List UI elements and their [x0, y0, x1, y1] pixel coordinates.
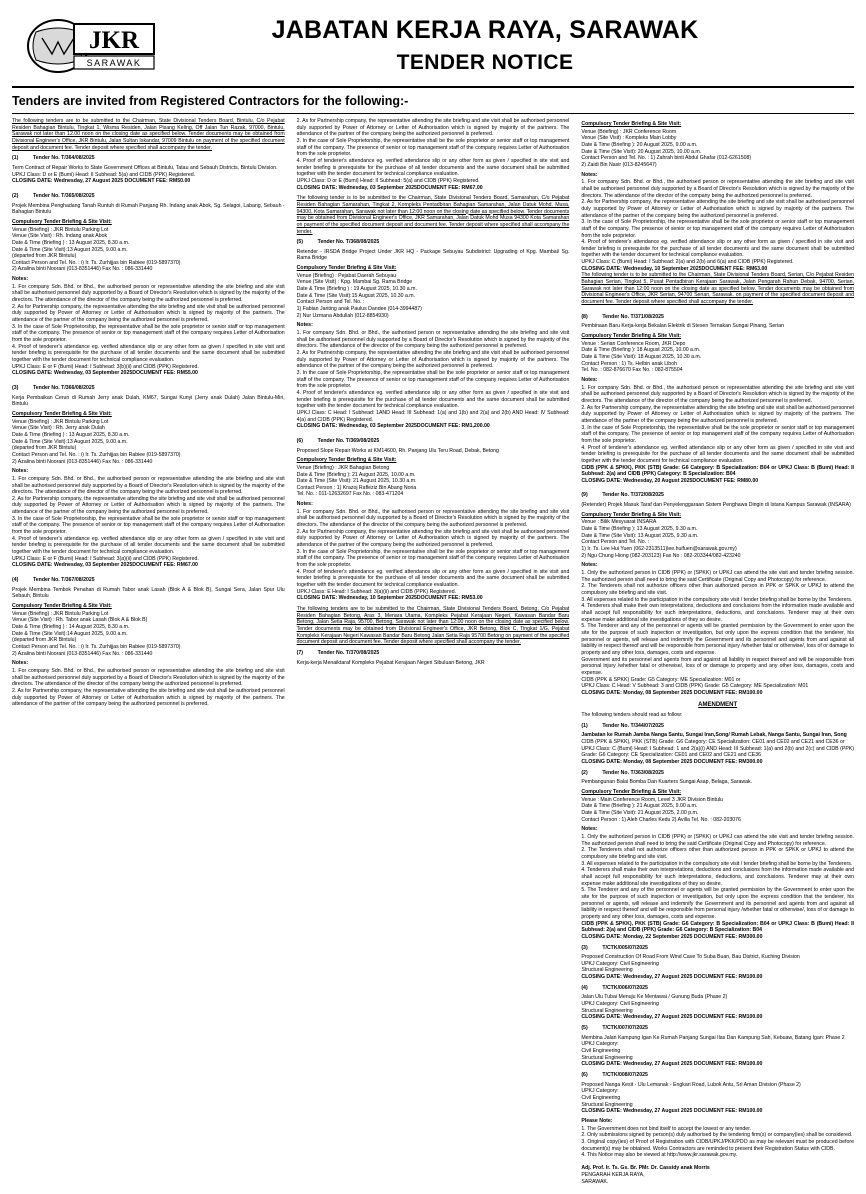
item-9-note-5: 5. The Tenderer and any of the personnel or agents will be granted permission by the Government to enter upon the site for the purpose of such inspection or investigation, but only upon the express condition that the tenderer, his personnel or agents, will release and indemnify the Government and its personnel and agents from and against all liability in respect thereof and will be responsible from personal injury /whether fatal or otherwise/, loss of or damage to property and any other loss, damages, costs and expense. [581, 623, 854, 656]
item-6-notes-label: Notes: [296, 501, 313, 508]
amend-5-line-1: UPKJ Category: [581, 1041, 619, 1048]
item-8-venue: Venue : Serian Conference Room, JKR Depo [581, 340, 686, 347]
item-4-venue-site: Venue (Site Visit) : Rh. Tabor anak Lasah (Blok A & Blok B) [12, 617, 148, 624]
amendment-heading: AMENDMENT [698, 701, 738, 708]
item-5-datetime-site: Date & Time (Site Visit):15 August 2025, 10.30 a.m. [296, 292, 416, 299]
signatory-position: PENGARAH KERJA RAYA, [581, 1171, 645, 1178]
item-7-title: Kerja-kerja Menaiktaraf Kompleks Pejabat Kerajaan Negeri Sibuluan Betong, JKR [296, 659, 485, 666]
item-9-contact-label: Contact Person and Tel. No. : [581, 539, 649, 546]
item-3-datetime-site: Date & Time (Site Visit):13 August 2025, 9.00 a.m. [12, 438, 128, 445]
col2-item4-upkj: UPKJ Class: D or E (Bumi) Head: II Subhead: 5(a) and CIDB (PPK) Registered. [296, 177, 480, 184]
col2-item4-closing: CLOSING DATE: Wednesday, 03 September 2025DOCUMENT FEE: RM67.00 [296, 184, 483, 191]
item-7-header: (7) Tender No. T/370/08/2025 [296, 649, 380, 656]
col2-poa-continued: 2. As for Partnership company, the representative attending the site briefing and site visit shall be authorised personnel duly supported by Power of Attorney or Letter of Authorisation which is signed by majority of the partners. The attendance of the partner of the company being the authorized personnel is preferred. [296, 118, 570, 138]
item-2-datetime-briefing: Date & Time (Briefing ) : 13 August 2025, 8.30 a.m. [12, 239, 130, 246]
item-6-title: Proposed Slope Repair Works at KM14600, Rh. Panjang Ulu Teru Road, Debak, Betong [296, 447, 499, 454]
amend-2-header: (2) Tender No. T/363/08/2025 [581, 769, 664, 776]
amend-1-title: Jambatan ke Rumah Jamba Nanga Santu, Sungai Iran,Song/ Rumah Lebak, Nanga Santu, Sungai Iran, Song [581, 732, 847, 739]
item-3-closing: CLOSING DATE: Wednesday, 03 September 2025DOCUMENT FEE: RM67.00 [12, 562, 198, 569]
amend-6-line-1: UPKJ Category: [581, 1088, 619, 1095]
item-3-title: Kerja Pembaikan Cerun di Rumah Jerry anak Dulah, KM67, Sungai Kunyi (Jerry anak Dulah) Jalan Bintulu-Miri, Bintulu [12, 394, 285, 408]
col3-contact-2: 2) Zaidi Bin Nasir (013-8245647) [581, 161, 657, 168]
item-9-note-1: 1. Only the authorized person in CIDB (PPK) or (SPKK) or UPKJ can attend the site visit and tender briefing session. The authorized person shall need to bring the said Certificate (Original Copy and Photocopy) for reference. [581, 570, 854, 583]
item-8-briefing-label: Compulsory Tender Briefing & Site Visit: [581, 333, 682, 340]
amend-2-datetime-site: Date & Time (Site Visit): 21 August 2025, 2.00 p.m. [581, 810, 699, 817]
item-3-departure: (departed from JKR Bintulu) [12, 445, 77, 452]
amend-5-closing: CLOSING DATE: Wednesday, 27 August 2025 DOCUMENT FEE: RM100.00 [581, 1061, 763, 1068]
svg-text:SARAWAK: SARAWAK [86, 58, 142, 68]
item-2-contact-2: 2) Azalina binti Noorani (013-8351446) Fax No. : 086-331440 [12, 266, 153, 273]
item-8-notes-label: Notes: [581, 376, 598, 383]
item-5-header: (5) Tender No. T/368/08/2025 [296, 239, 380, 246]
item-8-closing: CLOSING DATE: Wednesday, 20 August 2025DOCUMENT FEE: RM80.00 [581, 477, 759, 484]
please-note-4: 4. This Notice may also be viewed at http://www.jkr.sarawak.gov.my. [581, 1152, 738, 1159]
amend-3-closing: CLOSING DATE: Wednesday, 27 August 2025 DOCUMENT FEE: RM100.00 [581, 974, 763, 981]
col3-item9-closing: CLOSING DATE: Monday, 08 September 2025 DOCUMENT FEE: RM100.00 [581, 689, 763, 696]
item-6-datetime-briefing: Date & Time (Briefing ): 21 August 2025, 10.00 a.m. [296, 471, 416, 478]
item-9-venue: Venue : Bilik Mesyuarat INSARA [581, 519, 657, 526]
col2-note-3: 3. In the case of Sole Proprietorship, the representative shall be the sole proprietor or senior staff or top management staff of the company. The presence of senior or top management staff of the company requires Letter of Authorisation from the sole proprietor. [296, 137, 570, 158]
item-9-title: (Retender) Projek Masuk Taraf dan Penyelenggaraan Sistem Penghawa Dingin di Istana Kampus Sarawak (INSARA) [581, 502, 851, 509]
amend-2-note-3: 3. All expenses related to the participation in the compulsory site visit / tender briefing shall be borne by the Tenderers. [581, 860, 853, 867]
organisation-title: JABATAN KERJA RAYA, SARAWAK [271, 16, 699, 45]
amendment-lead: The following tenders should read as follow: [581, 712, 683, 719]
item-6-closing: CLOSING DATE: Wednesday, 10 September 2025DOCUMENT FEE: RM53.00 [296, 595, 483, 602]
amend-3-title: Proposed Construction Of Road From Wind Cave To Suba Buan, Bau District, Kuching Division [581, 954, 800, 961]
amend-4-header: (4) T/CTK/006/07/2025 [581, 984, 648, 991]
col3-notes-label: Notes: [581, 171, 598, 178]
item-8-note-3: 3. In the case of Sole Proprietorship, the representative shall be the sole proprietor or senior staff or top management staff of the company. The presence of senior or top management staff of the company requires Letter of Authorisation from the sole proprietor. [581, 424, 854, 444]
col3-note-1: 1. For company Sdn. Bhd. or Bhd., the authorised person or representative attending the site briefing and site visit shall be authorised personnel duly supported by a Board of Director's Resolution which is signed by the majority of the directors. The attendance of the director of the company being the authorized personnel is preferred. [581, 179, 854, 199]
amend-2-closing: CLOSING DATE: Monday, 22 September 2025 DOCUMENT FEE: RM300.00 [581, 933, 763, 940]
item-2-datetime-site: Date & Time (Site Visit):13 August 2025, 9.00 a.m. [12, 246, 128, 253]
amend-2-cidb: CIDB (PPK & SPKK), PKK (STB) Grade: G6 Category: B Specialization: B04 or UPKJ Class: B (Bumi) Head: II Subhead: 2(a) and CIDB (PPK) Grade: G6 Category: B Specialization: B04 [581, 920, 854, 934]
item-4-title: Projek Membina Tembok Penahan di Rumah Tabor anak Lasah (Blok A & Blok B), Sungai Sera, Jalan Spur Ulu Sebauh, Bintulu [12, 586, 285, 600]
amend-2-briefing-label: Compulsory Tender Briefing & Site Visit: [581, 789, 682, 796]
col3-upkj: UPKJ Class: C (Bumi) Head: I Subhead: 2(a) and 2(b) and 6(a) and CIDB (PPK) Registered. [581, 259, 794, 266]
col3-cidb-line-1: CIDB (PPK & SPKK) Grade: G5 Category: ME Specialization: M01 or [581, 676, 741, 683]
item-5-note-3: 3. In the case of Sole Proprietorship, the representative shall be the sole proprietor or senior staff or top management staff of the company. The presence of senior or top management staff of the company requires Letter of Authorisation from the sole proprietor. [296, 369, 570, 390]
item-9-notes-label: Notes: [581, 562, 598, 569]
item-6-header: (6) Tender No. T/369/08/2025 [296, 437, 380, 444]
amend-6-header: (6) T/CTK/008/07/2025 [581, 1072, 648, 1079]
item-2-closing: CLOSING DATE: Wednesday, 03 September 2025DOCUMENT FEE: RM55.00 [12, 370, 198, 377]
jkr-logo-graphic [12, 16, 162, 76]
amend-2-note-2: 2. The Tenderers shall not authorize officers other than authorized person in PPK or SPKK or UPKJ to attend the compulsory site briefing and site visit. [581, 847, 854, 860]
svg-text:JKR: JKR [89, 27, 139, 54]
item-2-notes-label: Notes: [12, 276, 29, 283]
amend-6-title: Proposed Nanga Kesit - Ulu Lemanak - Engkari Road, Lubok Antu, Sri Aman Division (Phase 2) [581, 1081, 801, 1088]
item-3-note-3: 3. In the case of Sole Proprietorship, the representative shall be the sole proprietor or senior staff or top management staff of the company. The presence of senior or top management staff of the company requires Letter of Authorisation from the sole proprietor. [12, 515, 285, 536]
item-2-upkj: UPKJ Class: E or F (Bumi) Head: I Subhead: 3(b)(ii) and CIDB (PPK) Registered. [12, 363, 199, 370]
item-2-venue: Venue (Briefing) : JKR Bintulu Parking Lot [12, 226, 109, 233]
item-1-title: Term Contract of Repair Works to State Government Offices at Bintulu, Tatau and Sebauh Districts, Bintulu Division. [12, 164, 278, 171]
amend-2-contact: Contact Person : 1) Aleh Charles Kedu 2) Avilla Tel. No. : 082-203076 [581, 816, 741, 823]
item-8-datetime-site: Date & Time (Site Visit): 18 August 2025, 10.30 a.m. [581, 354, 702, 360]
item-2-note-3: 3. In the case of Sole Proprietorship, the representative shall be the sole proprietor or senior staff or top management staff of the company. The presence of senior or top management staff of the company requires Letter of Authorisation from the sole proprietor. [12, 323, 285, 344]
item-4-datetime-site: Date & Time (Site Visit):14 August 2025, 9.00 a.m. [12, 630, 128, 637]
amend-3-header: (3) T/CTK/005/07/2025 [581, 944, 648, 951]
amend-6-closing: CLOSING DATE: Wednesday, 27 August 2025 DOCUMENT FEE: RM100.00 [581, 1108, 763, 1115]
col3-note-2: 2. As for Partnership company, the representative attending the site briefing and site visit shall be authorised personnel duly supported by Power of Attorney or Letter of Authorisation which is signed by majority of the partners. The attendance of the partner of the company being the authorized personnel is preferred. [581, 199, 854, 219]
col3-contact-1: Contact Person and Tel. No. : 1) Zahrah binti Abdul Ghafar (012-6261508) [581, 155, 752, 162]
col3-datetime-site: Date & Time (Site Visit): 20 August 2025, 10.00 a.m. [581, 148, 702, 155]
item-9-briefing-label: Compulsory Tender Briefing & Site Visit: [581, 511, 682, 518]
item-5-datetime-briefing: Date & Time (Briefing ) : 19 August 2025, 10.30 a.m. [296, 286, 417, 293]
amend-2-note-4: 4. Tenderers shall make their own interpretations, deductions and conclusions from the information made available and shall accept full responsibility for such interpretations, deductions, and conclusions. Tenderer may at their own expense make additional site investigations of they so desire. [581, 867, 854, 887]
item-9-note-2: 2. The Tenderers shall not authorize officers other than authorized person in PPK or SPKK or UPKJ to attend the compulsory site briefing and site visit. [581, 583, 854, 596]
amend-1-line-1: CIDB (PPK & SPKK), PKK (STB) Grade: G6 Category: CE Specialization: CE01 and CE02 and CE21 and CE36 or [581, 739, 845, 746]
item-1-header: (1) Tender No. T/364/08/2025 [12, 155, 95, 162]
col3-venue-site: Venue (Site Visit) : Kompleks Main Lobby [581, 135, 677, 142]
item-8-header: (8) Tender No. T/371/08/2025 [581, 313, 664, 320]
item-2-contact-1: Contact Person and Tel. No. : i) Ir. Ts. Zurhijjas bin Rabiee (019-5897370) [12, 259, 181, 266]
item-2-note-4: 4. Proof of tenderer's attendance eg. verified attendance slip or any other form as given / specified in site visit and tender briefing is prerequisite for the purchase of all tender documents and the same document shall be submitted together with the tender document for technical compliance evaluation. [12, 343, 285, 363]
item-9-contact-1: 1) Ir. Ts. Lee Hui Yuen (062-2313511)lee.huifuen@sarawak.gov.my) [581, 546, 737, 553]
item-8-contact-1: Contact Person : 1) Ts. Helbin anak Liboh [581, 360, 677, 367]
amend-2-note-5: 5. The Tenderer and any of the personnel or agents will be granted permission by the Government to enter upon the site for the purpose of such inspection or investigation, but only upon the express condition that the tenderer, his personnel or agents, will release and indemnify the Government and its personnel and agents from and against all liability in respect thereof and will be responsible from personal injury /whether fatal or otherwise/, loss of or damage to property and any other loss, damages, costs and expense. [581, 887, 854, 920]
amend-3-line-2: Structural Engineering [581, 967, 633, 974]
item-4-departure: (departed from JKR Bintulu) [12, 637, 77, 644]
item-9-note-3: 3. All expenses related to the participation in the compulsory site visit / tender briefing shall be borne by the Tenderers. [581, 596, 853, 603]
amend-2-datetime-briefing: Date & Time (Briefing ): 21 August 2025, 9.00 a.m. [581, 803, 698, 810]
item-5-note-2: 2. As for Partnership company, the representative attending the site briefing and site visit shall be authorised personnel duly supported by Power of Attorney or Letter of Authorisation which is signed by majority of the partners. The attendance of the partner of the company being the authorized personnel is preferred. [296, 350, 570, 370]
please-note-1: 1. The Government does not bind itself to accept the lowest or any tender. [581, 1125, 752, 1132]
amend-4-line-1: UPKJ Category: Civil Engineering [581, 1001, 659, 1008]
amend-1-closing: CLOSING DATE: Monday, 08 September 2025 DOCUMENT FEE: RM300.00 [581, 759, 763, 766]
item-5-title: Retender - IRSDA Bridge Project Under JKR HQ - Package Sebuyau Subdistrict: Upgrading of Kpg. Mambai/ Sg. Rama Bridge [296, 248, 570, 262]
item-9-contact-2: 2) Ngu Chung Hiong (082-203123) Fax No : 082-203344/082-423240 [581, 552, 741, 559]
amend-4-closing: CLOSING DATE: Wednesday, 27 August 2025 DOCUMENT FEE: RM100.00 [581, 1014, 763, 1021]
item-6-note-4: 4. Proof of tenderer's attendance eg. verified attendance slip or any other form as given / specified in site visit and tender briefing is prerequisite for the purchase of all tender documents and the same document shall be submitted together with the tender document for technical compliance evaluation. [296, 568, 570, 588]
bintulu-submission-paragraph: The following tenders are to be submitted to the Chairman, State Divisional Tenders Board, Bintulu, C/o Pejabat Residen Bahagian Bintulu, Tingkat 1, Wisma Residen, Jalan Pisang Keling, Off Jalan Tun Razak, 97000, Bintulu, Sarawak not later than 12.00 noon on the closing date as specified below. Tender documents may be obtained from Divisional Engineer's Office, JKR Bintulu, Jalan Sultan Iskandar, 97009 Bintulu on payment of the specified document deposit and document fee. Tender deposit where specified shall accompany the tender. [12, 118, 285, 151]
item-3-briefing-label: Compulsory Tender Briefing & Site Visit: [12, 410, 112, 417]
item-3-venue-site: Venue (Site Visit) : Rh. Jerry anak Dulah [12, 425, 105, 432]
jkr-logo [12, 16, 162, 76]
item-8-title: Pembinaan Baru Kerja-kerja Bekalan Elektrik di Stesen Ternakan Sungai Pinang, Serian [581, 323, 784, 330]
item-8-note-2: 2. As for Partnership company, the representative attending the site briefing and site visit shall be authorised personnel duly supported by Power of Attorney or Letter of Authorisation which is signed by majority of the partners. The attendance of the partner of the company being the authorized personnel is preferred. [581, 404, 854, 424]
item-2-header: (2) Tender No. T/365/08/2025 [12, 192, 95, 199]
item-4-note-2-partial: 2. As for Partnership company, the representative attending the site briefing and site visit shall be authorised personnel duly supported by Power of Attorney or Letter of Authorisation which is signed by majority of the partners. The attendance of the partner of the company being the authorized personnel is preferred. [12, 687, 285, 708]
item-3-note-4: 4. Proof of tenderer's attendance eg. verified attendance slip or any other form as given / specified in site visit and tender briefing is prerequisite for the purchase of all tender documents and the same document shall be submitted together with the tender document for technical compliance evaluation. [12, 535, 285, 556]
item-4-venue: Venue (Briefing) : JKR Bintulu Parking Lot [12, 610, 109, 617]
item-8-cidb: CIDB (PPK & SPKK), PKK (STB) Grade: G6 Category: B Specialization: B04 or UPKJ Class: B (Bumi) Head: II Subhead: 2(a) and CIDB (PPK) Category: B Specialization: B04 [581, 464, 854, 478]
item-4-datetime-briefing: Date & Time (Briefing ) : 14 August 2025, 8.30 a.m. [12, 623, 130, 630]
item-6-note-3: 3. In the case of Sole Proprietorship, the representative shall be the sole proprietor or senior staff or top management staff of the company. The presence of senior or top management staff of the company requires Letter of Authorisation from the sole proprietor. [296, 548, 570, 569]
item-6-note-2: 2. As for Partnership company, the representative attending the site briefing and site visit shall be authorised personnel duly supported by Power of Attorney or Letter of Authorisation which is signed by majority of the partners. The attendance of the partner of the company being the authorized personnel is preferred. [296, 528, 570, 549]
item-2-venue-site: Venue (Site Visit) : Rh. Indang anak Abok [12, 233, 108, 240]
col3-venue: Venue (Briefing) : JKR Conference Room [581, 128, 677, 135]
amend-2-note-1: 1. Only the authorized person in CIDB (PPK) or (SPKK) or UPKJ can attend the site visit and tender briefing session. The authorized person shall need to bring the said Certificate (Original Copy and Photocopy) for reference. [581, 834, 854, 847]
item-5-closing: CLOSING DATE: Wednesday, 03 September 2025DOCUMENT FEE: RM1,200.00 [296, 423, 490, 430]
item-3-note-1: 1. For company Sdn. Bhd. or Bhd., the authorised person or representative attending the site briefing and site visit shall be authorised personnel duly supported by a Board of Director's Resolution which is signed by the majority of the directors. The attendance of the director of the company being the authorized personnel is preferred. [12, 475, 285, 496]
item-3-notes-label: Notes: [12, 468, 29, 475]
amend-6-line-2: Civil Engineering [581, 1094, 621, 1101]
item-2-note-1: 1. For company Sdn. Bhd. or Bhd., the authorised person or representative attending the site briefing and site visit shall be authorised personnel duly supported by a Board of Director's Resolution which is signed by the majority of the directors. The attendance of the director of the company being the authorized personnel is preferred. [12, 283, 285, 304]
samarahan-submission-paragraph: The following tender is to be submitted to the Chairman, State Divisional Tenders Board, Samarahan, C/o Pejabat Residen Bahagian Samarahan, Tingkat 2, Kompleks Pentadbiran Bahagian Samarahan, Jalan Datuk Mohd. Musa, 94300, Kota Samarahan, Sarawak not later than 12:00 noon on the closing date as specified below. Tender documents may be obtained from Divisional Engineer's Office, JKR Samarahan, Jalan Datuk Mohd Musa 94300 Kota Samarahan on payment of the specified document deposit and document fee. Tender deposit where specified shall accompany the tender. [296, 195, 570, 235]
notice-columns [12, 113, 854, 1186]
please-note-2: 2. Only submissions signed by person(s) duly authorised by the tendering firm(s) or company(ies) shall be considered. [581, 1132, 853, 1139]
item-5-note-1: 1. For company Sdn. Bhd. or Bhd., the authorised person or representative attending the site briefing and site visit shall be authorised personnel duly supported by a Board of Director's Resolution which is signed by the majority of the directors. The attendance of the director of the company being the authorized personnel is preferred. [296, 330, 570, 350]
item-3-venue: Venue (Briefing) : JKR Bintulu Parking Lot [12, 418, 109, 425]
column-1 [12, 118, 285, 1186]
amend-1-line-2: UPKJ Class: C (Bumi) Head: I Subhead: 1 and 2(a)(i) AND Head: III Subhead: 1(a) and 2(b) and 2(c) and CIDB (PPK) Grade: G6 Category: CE Specialization: CE01 and CE02 and CE21 and CE36 [581, 745, 854, 759]
header-divider [12, 86, 854, 88]
col3-briefing-label: Compulsory Tender Briefing & Site Visit: [581, 121, 682, 127]
signatory-name: Adj. Prof. Ir. Ts. Gs. Br. PMr. Dr. Cassidy anak Morris [581, 1164, 710, 1171]
item-8-datetime-briefing: Date & Time (Briefing ): 18 August 2025, 10.00 a.m. [581, 347, 701, 354]
item-5-venue-site: Venue (Site Visit) : Kpg. Mambai Sg. Rama Bridge [296, 279, 413, 286]
page-masthead [12, 10, 854, 80]
item-6-contact-1: Contact Person : 1) Krazoj Rafleziz Bin Abang Noria [296, 484, 417, 491]
item-8-note-4: 4. Proof of tenderer's attendance eg. verified attendance slip or any other form as given / specified in site visit and tender briefing is prerequisite for the purchase of all tender documents and the same document shall be submitted together with the tender document for technical compliance evaluation. [581, 444, 854, 464]
item-9-datetime-site: Date & Time (Site Visit): 13 August 2025, 9.30 a.m. [581, 532, 699, 539]
col2-note-4: 4. Proof of tenderer's attendance eg. verified attendance slip or any other form as given / specified in site visit and tender briefing is prerequisite for the purchase of all tender documents and the same document shall be submitted together with the tender document for technical compliance evaluation. [296, 157, 570, 178]
amend-3-line-1: UPKJ Category: Civil Engineering [581, 960, 659, 967]
item-6-briefing-label: Compulsory Tender Briefing & Site Visit: [296, 457, 397, 464]
item-6-venue: Venue (Briefing) : JKR Bahagian Betong [296, 464, 390, 471]
item-6-note-1: 1. For company Sdn. Bhd. or Bhd., the authorised person or representative attending the site briefing and site visit shall be authorised personnel duly supported by a Board of Director's Resolution which is signed by the majority of the directors. The attendance of the director of the company being the authorized personnel is preferred. [296, 508, 570, 529]
item-5-notes-label: Notes: [296, 322, 313, 329]
item-8-note-1: 1. For company Sdn. Bhd. or Bhd., the authorised person or representative attending the site briefing and site visit shall be authorised personnel duly supported by a Board of Director's Resolution which is signed by the majority of the directors. The attendance of the director of the company being the authorized personnel is preferred. [581, 384, 854, 404]
item-5-contact-2: 2) Nur Uzmana Abdullah (012-8854930) [296, 312, 389, 319]
masthead-titles [176, 17, 854, 75]
item-9-note-4: 4. Tenderers shall make their own interpretations, deductions and conclusions from the information made available and shall accept full responsibility for such interpretations, deductions, and conclusions. Tenderer may at their own expense make additional site investigations of they so desire. [581, 603, 854, 623]
item-9-datetime-briefing: Date & Time (Briefing ): 13 August 2025, 9.30 a.m. [581, 526, 698, 533]
col3-datetime-briefing: Date & Time (Briefing ): 20 August 2025, 9.00 a.m. [581, 141, 698, 148]
item-2-departure: (departed from JKR Bintulu) [12, 253, 77, 260]
item-4-note-1: 1. For company Sdn. Bhd. or Bhd., the authorised person or representative attending the site briefing and site visit shall be authorised personnel duly supported by a Board of Director's Resolution which is signed by the majority of the directors. The attendance of the director of the company being the authorized personnel is preferred. [12, 667, 285, 688]
item-5-note-4: 4. Proof of tenderer's attendance eg. verified attendance slip or any other form as given / specified in site visit and tender briefing is prerequisite for the purchase of all tender documents and the same document shall be submitted together with the tender document for technical compliance evaluation. [296, 389, 570, 410]
page-intro: Tenders are invited from Registered Contractors for the following:- [12, 94, 409, 108]
amend-5-line-3: Structural Engineering [581, 1054, 633, 1061]
item-3-header: (3) Tender No. T/366/08/2025 [12, 384, 95, 391]
item-4-briefing-label: Compulsory Tender Briefing & Site Visit: [12, 603, 112, 609]
item-5-venue: Venue (Briefing) : Pejabat Daerah Sebuyau [296, 272, 397, 279]
item-1-closing: CLOSING DATE: Wednesday, 27 August 2025 DOCUMENT FEE: RM50.00 [12, 178, 191, 185]
item-5-contact-label: Contact Person and Tel. No. : [296, 299, 365, 306]
signature-block [581, 1165, 854, 1186]
please-note-3: 3. Original copy(ies) of Proof of Registration with CIDB/UPKJ/PKK/PDO as may be relevant must be produced before document(s) may be obtained. Works Contractors are reminded to present their Registration Status with CIDB. [581, 1138, 854, 1152]
item-4-notes-label: Notes: [12, 660, 29, 667]
amend-4-line-2: Structural Engineering [581, 1007, 633, 1014]
please-note-label: Please Note: [581, 1117, 613, 1124]
col3-cidb-line-2: UPKJ Class: C Head: V Subhead: 3 and CIDB (PPK) Grade: G5 Category: ME Specialization: M01 [581, 683, 809, 690]
item-3-upkj: UPKJ Class: E or F (Bumi) Head: I Subhead: 3(a)(ii) and CIDB (PPK) Registered. [12, 555, 199, 562]
item-6-contact-2: Tel. No. : 011-12632697 Fax No. : 083-471204 [296, 491, 404, 498]
column-2 [297, 118, 570, 1186]
item-3-note-2: 2. As for Partnership company, the representative attending the site briefing and site visit shall be authorised personnel duly supported by Power of Attorney or Letter of Authorisation which is signed by majority of the partners. The attendance of the partner of the company being the authorized personnel is preferred. [12, 495, 285, 516]
item-2-title: Projek Membina Penghadang Tanah Runtuh di Rumah Panjang Rh. Indang anak Abok, Sg. Selagoi, Labang, Sebauh - Bahagian Bintulu [12, 202, 285, 216]
amend-4-title: Jalan Ulu Tubai Menuju Ke Mentawai / Gunung Buda (Phase 2) [581, 994, 728, 1001]
document-title: TENDER NOTICE [396, 50, 574, 74]
item-3-contact-2: 2) Azalina binti Noorani (013-8351446) Fax No. : 086-331440 [12, 458, 153, 465]
signatory-state: SARAWAK. [581, 1178, 609, 1185]
item-4-contact-1: Contact Person and Tel. No. : i) Ir. Ts. Zurhijjas bin Rabiee (019-5897370) [12, 643, 181, 650]
item-6-upkj: UPKJ Class: E Head: I Subhead: 3(a)(ii) and CIDB (PPK) Registered. [296, 588, 457, 595]
amend-2-venue: Venue : Main Conference Room, Level 3 JKR Division Bintulu [581, 796, 723, 803]
amend-5-title: Membina Jalan Kampung Igan Ke Rumah Panjang Sungai Ilas Dan Kampung Sah, Kebuaw, Batang Igan: Phase 2 [581, 1034, 845, 1041]
item-3-contact-1: Contact Person and Tel. No. : i) Ir. Ts. Zurhijjas bin Rabiee (019-5897370) [12, 451, 181, 458]
serian-submission-paragraph: The following tender is to be submitted to the Chairman, State Divisional Tenders Board, Serian, C/o Pejabat Residen Bahagian Serian, Tingkat 5, Pusat Pentadbiran Kerajaan Sarawak, Jalan Pengarah Rahun Debak, 94700, Serian, Sarawak not later than 12:00 noon on the closing date as specified below. Tender documents may be obtained from Divisional Engineer's Office, JKR Serian, 94700 Serian, Sarawak. on payment of the specified document deposit and document fee. Tender deposit where specified shall accompany the tender. [581, 272, 854, 306]
amend-2-notes-label: Notes: [581, 826, 598, 833]
amend-5-header: (5) T/CTK/007/07/2025 [581, 1025, 648, 1032]
col3-closing: CLOSING DATE: Wednesday, 10 September 2025DOCUMENT FEE: RM63.00 [581, 265, 768, 272]
item-5-briefing-label: Compulsory Tender Briefing & Site Visit: [296, 265, 397, 272]
col3-note-4: 4. Proof of tenderer's attendance eg. verified attendance slip or any other form as given / specified in site visit and tender briefing is prerequisite for the purchase of all tender documents and the same document shall be submitted together with the tender document for technical compliance evaluation. [581, 239, 854, 259]
item-8-contact-2: Tel. No. : 082-876670 Fax No. : 082-875504 [581, 367, 683, 374]
column-3 [581, 118, 854, 1186]
item-6-datetime-site: Date & Time (Site Visit): 21 August 2025, 10.30 a.m. [296, 478, 417, 485]
betong-submission-paragraph: The following tenders are to be submitted to the Chairman, State Divisional Tenders Board, Betong, C/o Pejabat Residen Bahagian Betong, Aras 3, Menara Utama, Kompleks Pejabat Kerajaan Negeri, Kawasan Bandar Baru Betong, Jalan Setia Raja, 95700, Betong, Sarawak not later than 12:00 noon on the closing date as specified below. Tender documents may be obtained from Divisional Engineer's Office, JKR Betong, Blok C, Tingkat 1/G, Pejabat Kompleks Kerajaan Negeri Kawasan Bandar Baru Betong Jalan Setia Raja 95700 Betong on payment of the specified document deposit and document fee. Tender deposit where specified shall accompany the tender. [296, 605, 570, 646]
item-9-header: (9) Tender No. T/372/08/2025 [581, 492, 664, 499]
item-2-note-2: 2. As for Partnership company, the representative attending the site briefing and site visit shall be authorised personnel duly supported by Power of Attorney or Letter of Authorisation which is signed by majority of the partners. The attendance of the partner of the company being the authorized personnel is preferred. [12, 303, 285, 324]
item-5-contact-1: 1) Fabian Janting anak Paulus Dandee (014-3994487) [296, 306, 422, 313]
amend-6-line-3: Structural Engineering [581, 1101, 633, 1108]
col3-note-3: 3. In the case of Sole Proprietorship, the representative shall be the sole proprietor or senior staff or top management staff of the company. The presence of senior or top management staff of the company requires Letter of Authorisation from the sole proprietor. [581, 219, 854, 239]
amend-1-header: (1) Tender No. T/344/07/2025 [581, 722, 664, 729]
item-4-header: (4) Tender No. T/367/08/2025 [12, 577, 95, 584]
item-3-datetime-briefing: Date & Time (Briefing ) : 13 August 2025, 8.30 a.m. [12, 431, 130, 438]
amend-5-line-2: Civil Engineering [581, 1048, 621, 1055]
col3-liability-paragraph: Government and its personnel and agents from and against all liability in respect thereof and will be responsible from personal injury /whether fatal or otherwise/, loss of or damage to property and any other loss, damages, costs and expense. [581, 656, 854, 676]
item-1-upkj: UPKJ Class: D or E (Bumi) Head: II Subhead: 5(a) and CIDB (PPK) Registered. [12, 171, 196, 178]
item-5-upkj: UPKJ Class: C Head: I Subhead: 1AND Head: III Subhead: 1(a) and 1(b) and 2(a) and 2(b) AND Head: IV Subhead: 4(a) and CIDB (PPK) Registered. [296, 409, 570, 423]
item-4-contact-2: 2) Azalina binti Noorani (013-8351446) Fax No. : 086-331440 [12, 650, 153, 657]
item-2-briefing-label: Compulsory Tender Briefing & Site Visit: [12, 218, 112, 225]
amend-2-title: Pembangunan Balai Bomba Dan Kuarters Sungai Asap, Belaga, Sarawak. [581, 779, 753, 786]
